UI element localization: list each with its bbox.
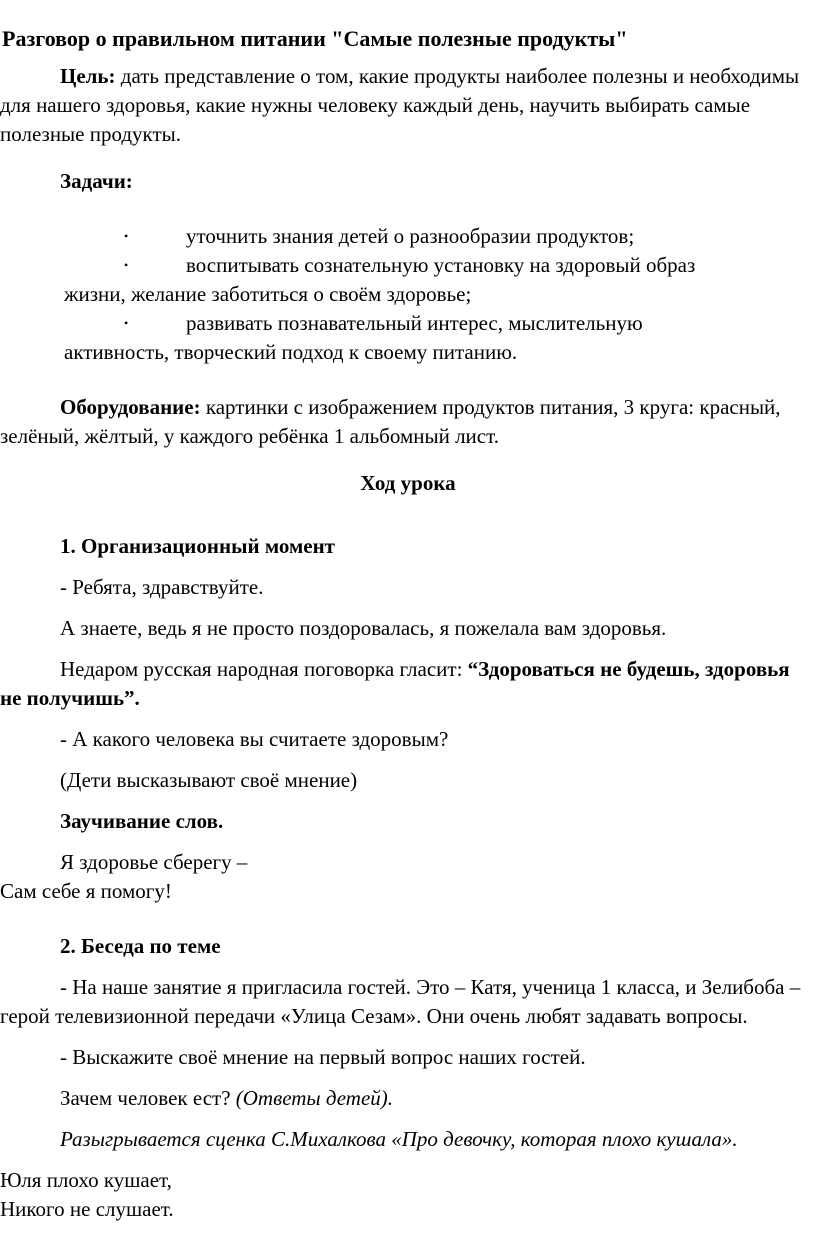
why-eat-question: Зачем человек ест?	[60, 1086, 236, 1110]
goal-paragraph	[0, 62, 816, 149]
document-title: Разговор о правильном питании "Самые полезные продукты"	[2, 26, 628, 51]
goal-label: Цель:	[60, 64, 116, 88]
bullet-icon: •	[124, 258, 129, 272]
health-wish-line: А знаете, ведь я не просто поздоровалась, я пожелала вам здоровья.	[60, 616, 667, 640]
task-continuation: жизни, желание заботиться о своём здоровье;	[64, 282, 472, 306]
document-page	[0, 24, 816, 1224]
section-2-heading: 2. Беседа по теме	[60, 934, 221, 958]
bullet-icon: •	[124, 229, 129, 243]
memorize-heading: Заучивание слов.	[60, 809, 224, 833]
verse-line: Юля плохо кушает,	[0, 1168, 172, 1192]
proverb-intro: Недаром русская народная поговорка гласит:	[60, 657, 468, 681]
proverb-quote: “Здороваться не будешь, здоровья не получишь”.	[0, 657, 790, 710]
equipment-text: картинки с изображением продуктов питания, 3 круга: красный, зелёный, жёлтый, у каждого ребёнка 1 альбомный лист.	[0, 395, 781, 448]
why-eat-answers: (Ответы детей).	[235, 1086, 394, 1110]
equipment-label: Оборудование:	[60, 395, 201, 419]
proverb-paragraph	[0, 655, 816, 713]
poem-line: Я здоровье сберегу –	[60, 850, 248, 874]
section-1-heading: 1. Организационный момент	[60, 534, 335, 558]
scene-paragraph: Разыгрывается сценка С.Михалкова «Про девочку, которая плохо кушала».	[60, 1127, 738, 1151]
lesson-heading: Ход урока	[360, 471, 456, 495]
guests-paragraph: - На наше занятие я пригласила гостей. Это – Катя, ученица 1 класса, и Зелибоба – герой телевизионной передачи «Улица Сезам». Они очень любят задавать вопросы.	[0, 975, 801, 1028]
task-item	[0, 251, 816, 280]
question-line: - А какого человека вы считаете здоровым?	[60, 727, 449, 751]
task-item	[0, 309, 816, 338]
goal-text: дать представление о том, какие продукты наиболее полезны и необходимы для нашего здоровья, какие нужны человеку каждый день, научить выбирать самые полезные продукты.	[0, 64, 800, 146]
task-text: развивать познавательный интерес, мыслительную	[186, 311, 643, 335]
tasks-list	[0, 222, 816, 367]
verse-line: Никого не слушает.	[0, 1197, 174, 1221]
children-opinion-line: (Дети высказывают своё мнение)	[60, 768, 358, 792]
task-item	[0, 222, 816, 251]
poem-line: Сам себе я помогу!	[0, 879, 172, 903]
tasks-label: Задачи:	[60, 169, 133, 193]
greeting-line: - Ребята, здравствуйте.	[60, 575, 264, 599]
task-text: воспитывать сознательную установку на здоровый образ	[186, 253, 696, 277]
bullet-icon: •	[124, 316, 129, 330]
equipment-paragraph	[0, 393, 816, 451]
task-text: уточнить знания детей о разнообразии продуктов;	[186, 224, 635, 248]
opinion-request-line: - Выскажите своё мнение на первый вопрос наших гостей.	[60, 1045, 586, 1069]
task-continuation: активность, творческий подход к своему питанию.	[64, 340, 518, 364]
why-eat-paragraph	[0, 1084, 816, 1113]
